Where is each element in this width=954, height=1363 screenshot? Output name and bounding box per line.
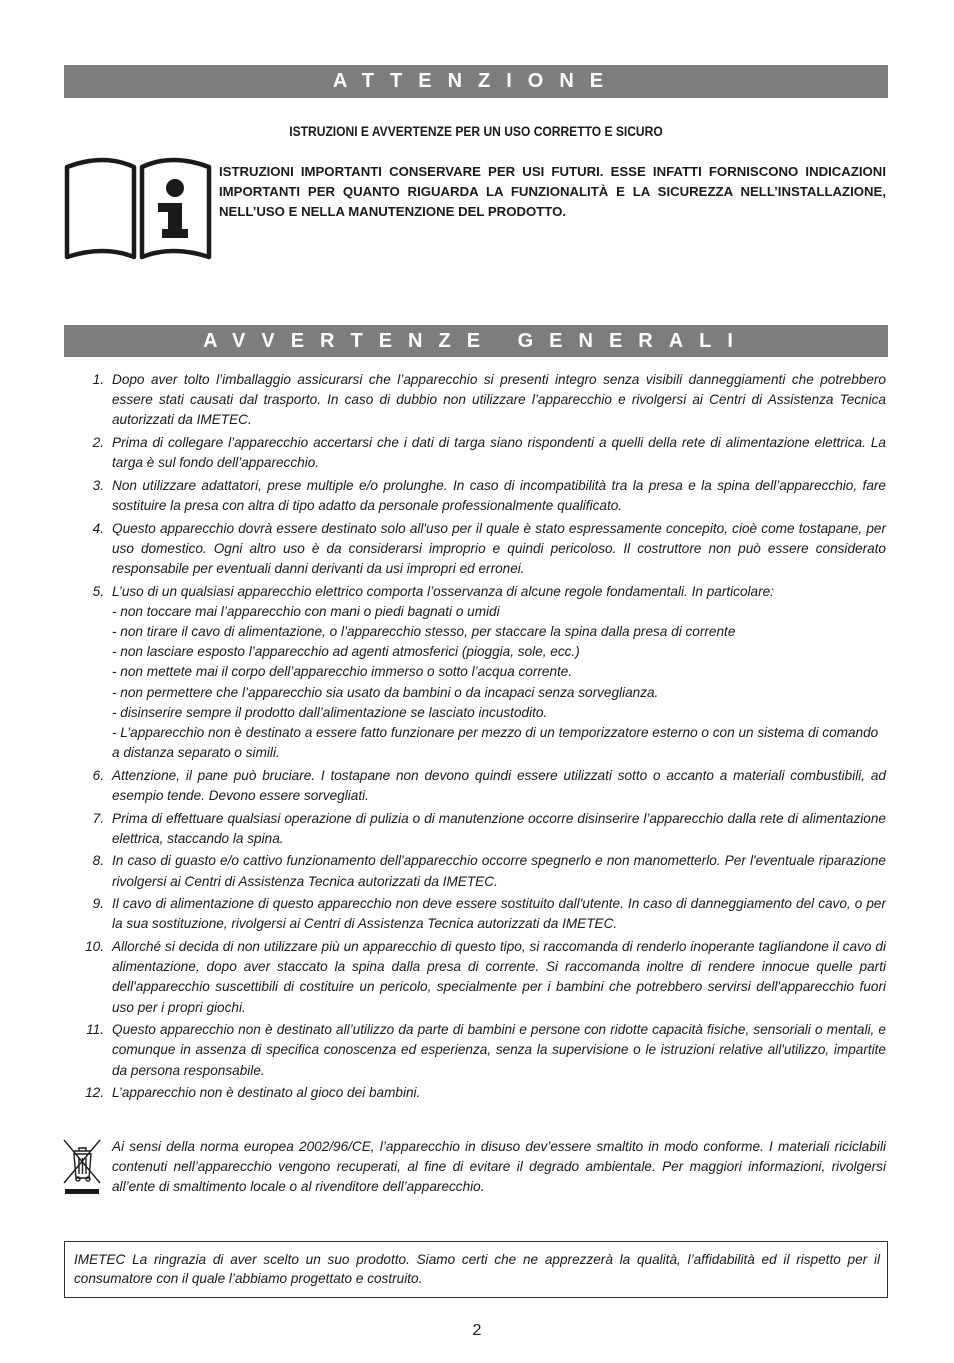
sub-item: - non mettete mai il corpo dell’apparecchio immerso o sotto l’acqua corrente.	[112, 664, 573, 680]
list-item: 7. Prima di effettuare qualsiasi operazione di pulizia o di manutenzione occorre disinserire l’apparecchio dalla rete di alimentazione elettrica, staccando la spina.	[92, 810, 886, 846]
attention-header: ATTENZIONE	[64, 65, 888, 98]
intro-text: ISTRUZIONI IMPORTANTI CONSERVARE PER USI FUTURI. ESSE INFATTI FORNISCONO INDICAZIONI IMPORTANTI PER QUANTO RIGUARDA LA FUNZIONALITÀ E LA SICUREZZA NELL’INSTALLAZIONE, NELL’USO E NELLA MANUTENZIONE DEL PRODOTTO.	[219, 164, 886, 219]
sub-item: - L’apparecchio non è destinato a essere fatto funzionare per mezzo di un temporizzatore esterno o con un sistema di comando a distanza separato o simili.	[112, 725, 879, 761]
list-item: 8. In caso di guasto e/o cattivo funzionamento dell'apparecchio occorre spegnerlo e non manometterlo. Per l'eventuale riparazione rivolgersi ai Centri di Assistenza Tecnica autorizzati da IMETEC.	[92, 853, 886, 889]
sub-item: - disinserire sempre il prodotto dall’alimentazione se lasciato incustodito.	[112, 704, 548, 720]
list-item: 2. Prima di collegare l’apparecchio accertarsi che i dati di targa siano rispondenti a quelli della rete di alimentazione elettrica. La targa è sul fondo dell’apparecchio.	[92, 435, 886, 471]
page-number: 2	[472, 1322, 482, 1339]
instructions-subtitle: ISTRUZIONI E AVVERTENZE PER UN USO CORRETTO E SICURO	[289, 124, 663, 139]
list-item: 3. Non utilizzare adattatori, prese multiple e/o prolunghe. In caso di incompatibilità tra la presa e la spina dell’apparecchio, fare sostituire la presa con altra di tipo adatto da personale professionalmente qualificato.	[92, 477, 886, 513]
sub-item: - non toccare mai l’apparecchio con mani o piedi bagnati o umidi	[112, 603, 500, 619]
general-warnings-header: AVVERTENZE GENERALI	[64, 325, 888, 357]
list-item: 4. Questo apparecchio dovrà essere destinato solo all'uso per il quale è stato espressamente concepito, cioè come tostapane, per uso domestico. Ogni altro uso è da considerarsi improprio e quindi pericoloso. Il costruttore non può essere considerato responsabile per eventuali danni derivanti da usi impropri ed erronei.	[92, 520, 886, 576]
disposal-notice: Ai sensi della norma europea 2002/96/CE, l’apparecchio in disuso dev’essere smaltito in modo conforme. I materiali riciclabili contenuti nell’apparecchio vengono recuperati, al fine di evitare il degrado ambientale. Per maggiori informazioni, rivolgersi all’ente di smaltimento locale o al rivenditore dell’apparecchio.	[112, 1139, 886, 1195]
thank-you-box	[64, 1241, 888, 1298]
list-item: 6. Attenzione, il pane può bruciare. I tostapane non devono quindi essere utilizzati sotto o accanto a materiali combustibili, ad esempio tende. Devono essere sorvegliati.	[92, 767, 886, 804]
sub-item: - non permettere che l’apparecchio sia usato da bambini o da incapaci senza sorveglianza.	[112, 684, 659, 700]
crossed-bin-icon	[62, 1137, 102, 1195]
warnings-list	[74, 370, 886, 1106]
sub-item: - non tirare il cavo di alimentazione, o l’apparecchio stesso, per staccare la spina dalla presa di corrente	[112, 624, 736, 639]
list-item: 9. Il cavo di alimentazione di questo apparecchio non deve essere sostituito dall'utente. In caso di danneggiamento del cavo, o per la sua sostituzione, rivolgersi ai Centri di Assistenza Tecnica autorizzati da IMETEC.	[92, 896, 886, 932]
list-item: 1. Dopo aver tolto l’imballaggio assicurarsi che l’apparecchio si presenti integro senza visibili danneggiamenti che potrebbero essere stati causati dal trasporto. In caso di dubbio non utilizzare l’apparecchio e rivolgersi ai Centri di Assistenza Tecnica autorizzati da IMETEC.	[92, 372, 886, 428]
list-item: 12. L’apparecchio non è destinato al gioco dei bambini.	[85, 1085, 421, 1101]
list-item: 10. Allorché si decida di non utilizzare più un apparecchio di questo tipo, si raccomanda di renderlo inoperante tagliandone il cavo di alimentazione, dopo aver staccato la spina dalla presa di corrente. Si raccomanda inoltre di rendere innocue quelle parti dell'apparecchio suscettibili di costituire un pericolo, specialmente per i bambini che potrebbero servirsi dell'apparecchio fuori uso per i propri giochi.	[85, 939, 886, 1015]
sub-item: - non lasciare esposto l’apparecchio ad agenti atmosferici (pioggia, sole, ecc.)	[112, 644, 580, 660]
thank-you-text: IMETEC La ringrazia di aver scelto un suo prodotto. Siamo certi che ne apprezzerà la qualità, l’affidabilità ed il rispetto per il consumatore con il quale l’abbiamo progettato e costruito.	[74, 1252, 880, 1286]
list-item: 5. L’uso di un qualsiasi apparecchio elettrico comporta l’osservanza di alcune regole fondamentali. In particolare: - non toccare mai l’apparecchio con mani o piedi bagnati o umidi - non tirare il cavo di alimentazione, o l’apparecchio stesso, per staccare la spina dalla presa di corrente - non lasciare esposto l’apparecchio ad agenti atmosferici (pioggia, sole, ecc.) - non mettete mai il corpo dell’apparecchio immerso o sotto l’acqua corrente. - non permettere che l’apparecchio sia usato da bambini o da incapaci senza sorveglianza. - disinserire sempre il prodotto dall’alimentazione se lasciato incustodito. - L’apparecchio non è destinato a essere fatto funzionare per mezzo di un temporizzatore esterno o con un sistema di comando a distanza separato o simili.	[74, 582, 886, 764]
info-manual-icon	[64, 155, 212, 261]
list-item: 11. Questo apparecchio non è destinato all’utilizzo da parte di bambini e persone con ridotte capacità fisiche, sensoriali o mentali, e comunque in assenza di specifica conoscenza ed esperienza, senza la supervisione o le istruzioni relative all'utilizzo, impartite da persona responsabile.	[86, 1022, 886, 1078]
